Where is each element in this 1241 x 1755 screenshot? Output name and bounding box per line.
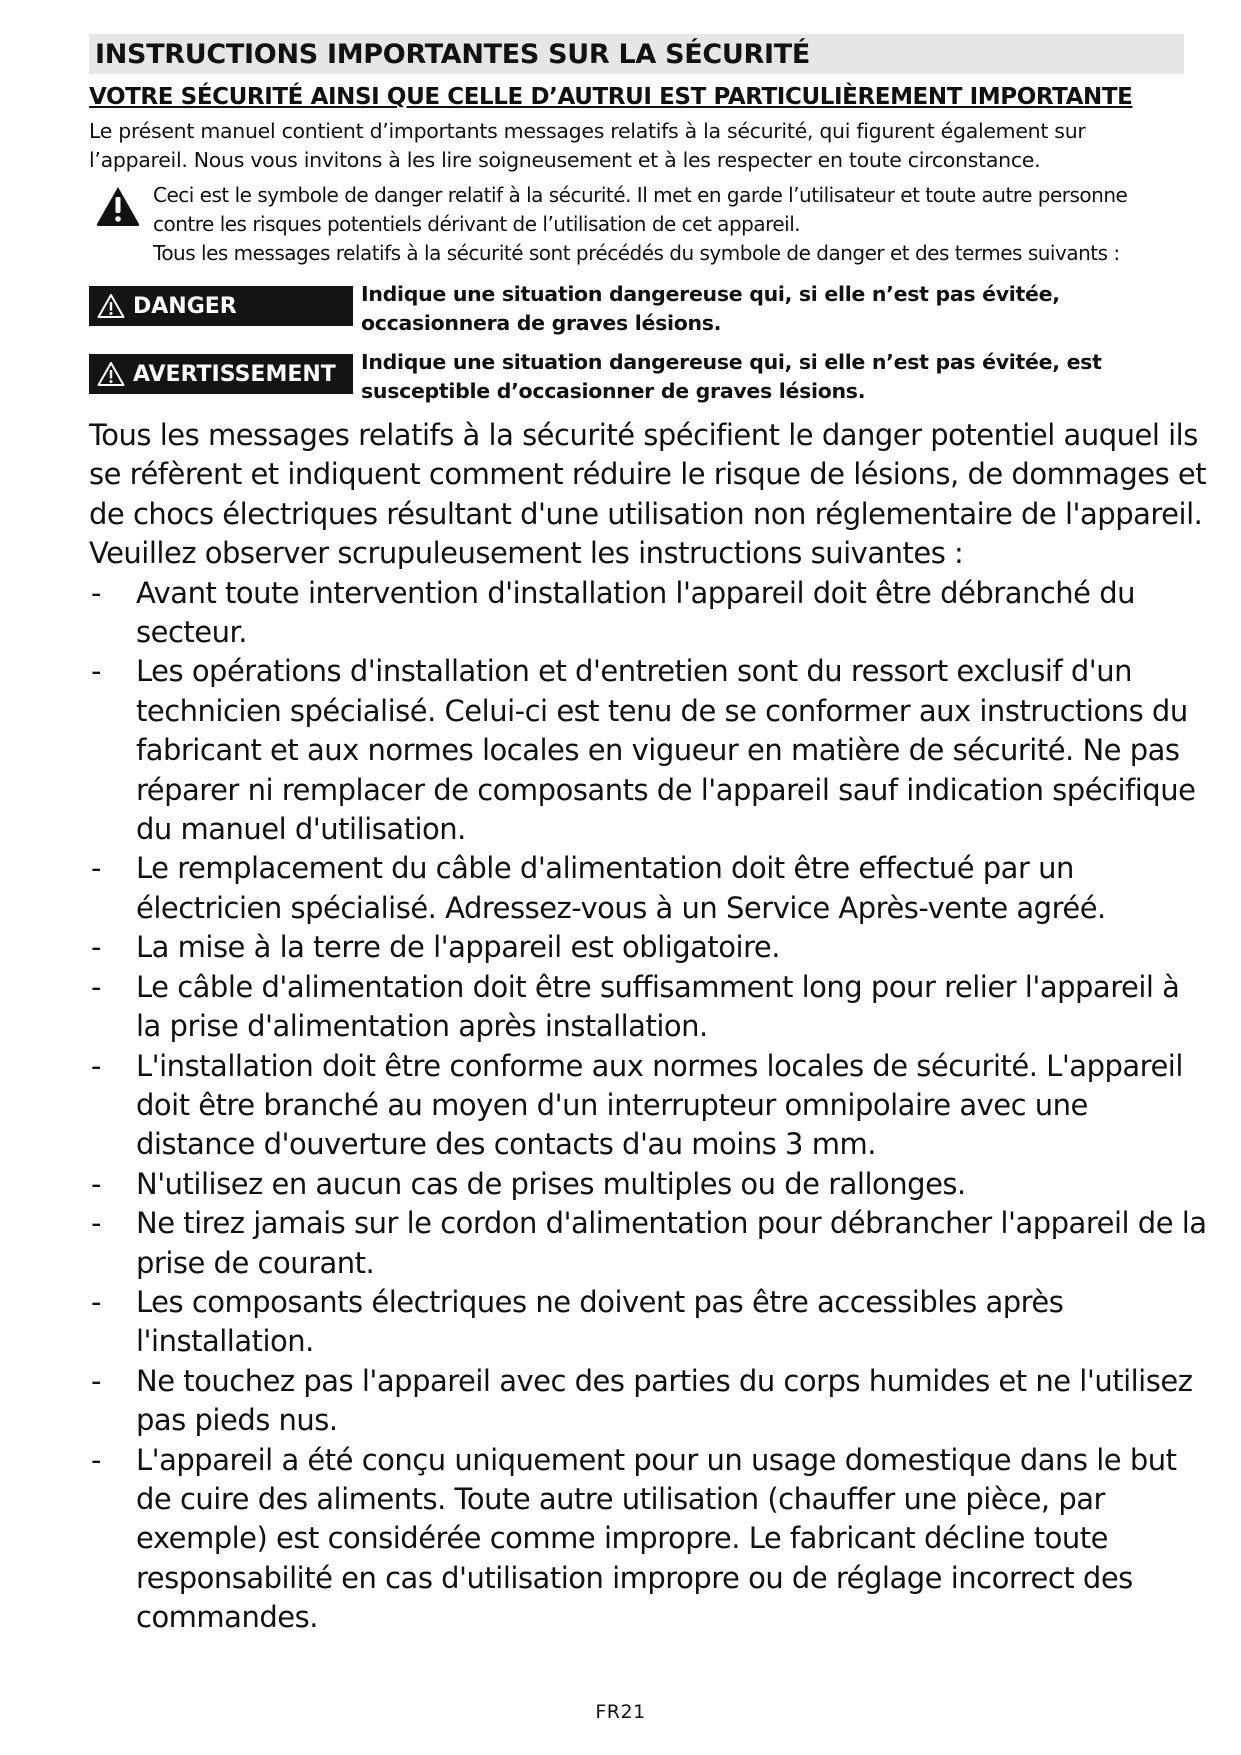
list-item-line: Ne touchez pas l'appareil avec des parties du corps humides et ne l'utilisez <box>136 1363 1193 1398</box>
section-title: INSTRUCTIONS IMPORTANTES SUR LA SÉCURITÉ <box>89 34 1184 74</box>
bullet-dash: - <box>91 1206 101 1241</box>
list-item-line: L'installation doit être conforme aux normes locales de sécurité. L'appareil <box>136 1048 1183 1083</box>
list-item-line: fabricant et aux normes locales en vigueur en matière de sécurité. Ne pas <box>136 733 1180 768</box>
list-item-line: Les opérations d'installation et d'entretien sont du ressort exclusif d'un <box>136 654 1133 689</box>
list-item-line: prise de courant. <box>136 1245 375 1280</box>
warning-label-text: AVERTISSEMENT <box>133 361 336 387</box>
warning-outline-icon <box>97 361 125 387</box>
intro-paragraph <box>89 416 1207 574</box>
list-item-line: réparer ni remplacer de composants de l'appareil sauf indication spécifique <box>136 772 1196 807</box>
page-number: FR21 <box>595 1701 646 1723</box>
danger-label-text: DANGER <box>133 293 237 319</box>
list-item-line: doit être branché au moyen d'un interrupteur omnipolaire avec une <box>136 1087 1088 1122</box>
instruction-list <box>89 574 1207 1638</box>
document-page <box>89 34 1207 1638</box>
list-item <box>89 928 1184 967</box>
safety-instructions <box>89 416 1207 1638</box>
list-item-line: N'utilisez en aucun cas de prises multiples ou de rallonges. <box>136 1166 966 1201</box>
list-item <box>89 1204 1207 1283</box>
bullet-dash: - <box>91 575 101 610</box>
list-item-line: Les composants électriques ne doivent pas être accessibles après <box>136 1284 1064 1319</box>
list-item-line: Le remplacement du câble d'alimentation doit être effectué par un <box>136 851 1074 886</box>
list-item-line: électricien spécialisé. Adressez-vous à un Service Après-vente agréé. <box>136 890 1106 925</box>
subtitle: VOTRE SÉCURITÉ AINSI QUE CELLE D’AUTRUI EST PARTICULIÈREMENT IMPORTANTE <box>89 84 1133 110</box>
list-item-line: Ne tirez jamais sur le cordon d'alimentation pour débrancher l'appareil de la <box>136 1206 1207 1241</box>
paragraph-line: Veuillez observer scrupuleusement les instructions suivantes : <box>89 536 964 571</box>
list-item-line: Avant toute intervention d'installation l'appareil doit être débranché du <box>136 575 1136 610</box>
list-item <box>89 1441 1184 1638</box>
symbol-text-line: Ceci est le symbole de danger relatif à la sécurité. Il met en garde l’utilisateur et toute autre personne <box>153 183 1128 207</box>
danger-description-line: Indique une situation dangereuse qui, si elle n’est pas évitée, <box>361 282 1060 306</box>
bullet-dash: - <box>91 1166 101 1201</box>
bullet-dash: - <box>91 1363 101 1398</box>
list-item <box>89 849 1184 928</box>
danger-symbol-explanation <box>89 181 1184 268</box>
warning-outline-icon <box>97 293 125 319</box>
list-item-line: exemple) est considérée comme impropre. Le fabricant décline toute <box>136 1521 1108 1556</box>
intro-text <box>89 117 1184 175</box>
bullet-dash: - <box>91 1442 101 1477</box>
list-item-line: pas pieds nus. <box>136 1403 338 1438</box>
list-item-line: l'installation. <box>136 1324 314 1359</box>
list-item <box>89 1362 1193 1441</box>
symbol-text-line: contre les risques potentiels dérivant de l’utilisation de cet appareil. <box>153 212 801 236</box>
list-item <box>89 1283 1184 1362</box>
danger-description <box>361 280 1060 338</box>
list-item-line: du manuel d'utilisation. <box>136 812 466 847</box>
list-item <box>89 574 1184 653</box>
signal-word-warning <box>89 348 1184 406</box>
danger-description-line: occasionnera de graves lésions. <box>361 311 722 335</box>
list-item-line: technicien spécialisé. Celui-ci est tenu de se conformer aux instructions du <box>136 693 1188 728</box>
list-item-line: la prise d'alimentation après installation. <box>136 1009 708 1044</box>
list-item-line: de cuire des aliments. Toute autre utilisation (chauffer une pièce, par <box>136 1481 1105 1516</box>
paragraph-line: Tous les messages relatifs à la sécurité spécifient le danger potentiel auquel ils <box>89 418 1198 452</box>
warning-triangle-icon <box>95 185 141 227</box>
list-item <box>89 1165 1184 1204</box>
list-item-line: distance d'ouverture des contacts d'au moins 3 mm. <box>136 1127 876 1162</box>
paragraph-line: de chocs électriques résultant d'une utilisation non réglementaire de l'appareil. <box>89 496 1203 531</box>
warning-description-line: susceptible d’occasionner de graves lésions. <box>361 379 866 403</box>
bullet-dash: - <box>91 1048 101 1083</box>
warning-description-line: Indique une situation dangereuse qui, si elle n’est pas évitée, est <box>361 350 1102 374</box>
bullet-dash: - <box>91 851 101 886</box>
paragraph-line: se réfèrent et indiquent comment réduire le risque de lésions, de dommages et <box>89 457 1207 492</box>
list-item <box>89 652 1196 849</box>
signal-word-danger <box>89 280 1184 338</box>
list-item-line: L'appareil a été conçu uniquement pour un usage domestique dans le but <box>136 1442 1177 1477</box>
bullet-dash: - <box>91 930 101 965</box>
list-item-line: responsabilité en cas d'utilisation impropre ou de réglage incorrect des <box>136 1560 1133 1595</box>
list-item-line: Le câble d'alimentation doit être suffisamment long pour relier l'appareil à <box>136 969 1180 1004</box>
bullet-dash: - <box>91 654 101 689</box>
warning-label <box>89 354 353 394</box>
list-item-line: secteur. <box>136 615 247 650</box>
intro-line: l’appareil. Nous vous invitons à les lire soigneusement et à les respecter en toute circonstance. <box>89 148 1041 172</box>
bullet-dash: - <box>91 969 101 1004</box>
danger-label <box>89 286 353 326</box>
list-item-line: commandes. <box>136 1600 318 1635</box>
symbol-text-line: Tous les messages relatifs à la sécurité sont précédés du symbole de danger et des termes suivants : <box>153 241 1120 265</box>
list-item-line: La mise à la terre de l'appareil est obligatoire. <box>136 930 780 965</box>
list-item <box>89 1047 1184 1165</box>
bullet-dash: - <box>91 1284 101 1319</box>
intro-line: Le présent manuel contient d’importants messages relatifs à la sécurité, qui figurent également sur <box>89 119 1086 143</box>
warning-description <box>361 348 1102 406</box>
list-item <box>89 968 1184 1047</box>
